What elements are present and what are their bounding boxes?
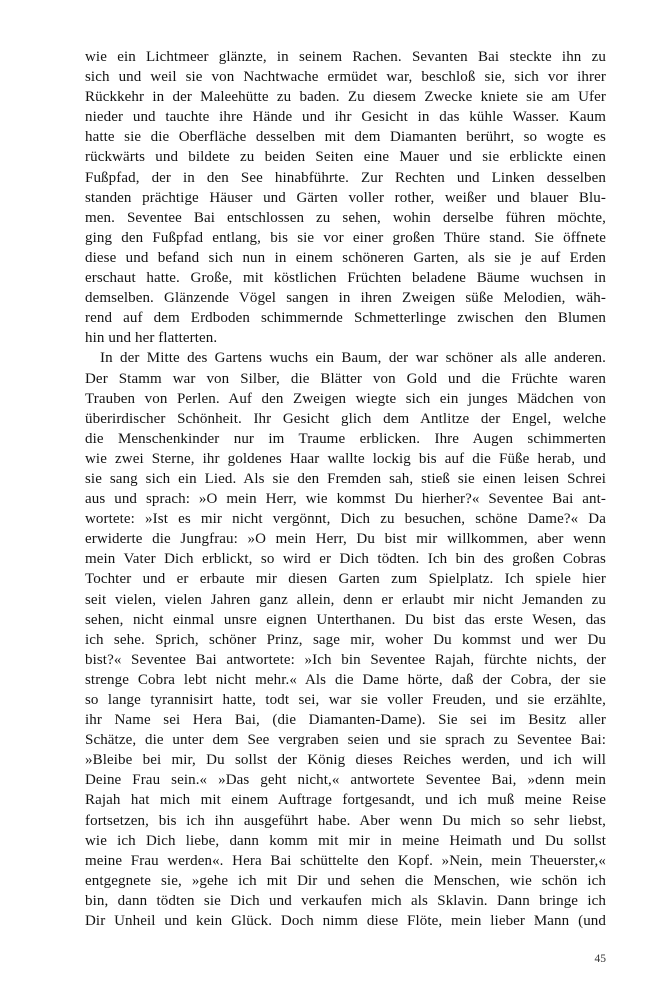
text-line: Der Stamm war von Silber, die Blätter von Gold und die Früchte waren (85, 370, 606, 387)
text-line: sie sang sich ein Lied. Als sie den Fremden sah, stieß sie einen leisen Schrei (85, 470, 606, 487)
text-line: wortete: »Ist es mir nicht vergönnt, Dich zu besuchen, schöne Dame?« Da (85, 511, 606, 528)
text-line: die Menschenkinder nur im Traume erblicken. Ihre Augen schimmerten (85, 430, 606, 447)
text-line: Tochter und er erbaute mir diesen Garten zum Spielplatz. Ich spiele hier (85, 571, 606, 588)
text-line: Deine Frau sein.« »Das geht nicht,« antwortete Seventee Bai, »denn mein (85, 772, 606, 789)
text-line: strenge Cobra lebt nicht mehr.« Als die Dame hörte, daß der Cobra, der sie (85, 671, 606, 688)
text-line: rend auf dem Erdboden schimmernde Schmetterlinge zwischen den Blumen (85, 310, 606, 327)
text-line: nieder und tauchte ihre Hände und ihr Gesicht in das kühle Wasser. Kaum (85, 109, 606, 126)
text-line: Schätze, die unter dem See vergraben seien und sie sprach zu Seventee Bai: (85, 732, 606, 749)
text-line: ihr Name sei Hera Bai, (die Diamanten-Dame). Sie sei im Besitz aller (85, 712, 606, 729)
text-line: entgegnete sie, »gehe ich mit Dir und sehen die Menschen, wie schön ich (85, 872, 606, 889)
text-line: seit vielen, vielen Jahren ganz allein, denn er erlaubt mir nicht Jemanden zu (85, 591, 606, 608)
text-line: wie ein Lichtmeer glänzte, in seinem Rachen. Sevanten Bai steckte ihn zu (85, 49, 606, 65)
text-line: Fußpfad, der in den See hinabführte. Zur Rechten und Linken desselben (85, 169, 606, 186)
text-line: mein Vater Dich erblickt, so wird er Dich tödten. Ich bin des großen Cobras (85, 551, 606, 568)
text-line: überirdischer Schönheit. Ihr Gesicht glich dem Antlitze der Engel, welche (85, 410, 606, 427)
text-line: Dir Unheil und kein Glück. Doch nimm diese Flöte, mein lieber Mann (und (85, 913, 606, 930)
text-line: sich und weil sie von Nachtwache ermüdet war, beschloß sie, sich vor ihrer (85, 69, 606, 86)
text-line: meine Frau werden«. Hera Bai schüttelte den Kopf. »Nein, mein Theuerster,« (85, 852, 606, 869)
text-line: wie ich Dich liebe, dann komm mit mir in meine Heimath und Du sollst (85, 832, 606, 849)
text-line: aus und sprach: »O mein Herr, wie kommst Du hierher?« Seventee Bai ant- (85, 491, 606, 508)
text-line: hatte sie die Oberfläche desselben mit dem Diamanten berührt, so wogte es (85, 129, 606, 146)
text-line: Rückkehr in der Maleehütte zu baden. Zu diesem Zwecke kniete sie am Ufer (85, 89, 606, 106)
text-line: diese und befand sich nun in einem schöneren Garten, als sie je auf Erden (85, 249, 606, 266)
text-line: wie zwei Sterne, ihr goldenes Haar wallte lockig bis auf die Füße herab, und (85, 450, 606, 467)
text-line: demselben. Glänzende Vögel sangen in ihren Zweigen süße Melodien, wäh- (85, 290, 606, 307)
text-line: ich sehe. Sprich, schöner Prinz, sage mir, woher Du kommst und wer Du (85, 631, 606, 648)
text-line: Trauben von Perlen. Auf den Zweigen wiegte sich ein junges Mädchen von (85, 390, 606, 407)
text-line: sehen, nicht einmal unsre eignen Unterthanen. Du bist das erste Wesen, das (85, 611, 606, 628)
text-line: ging den Fußpfad entlang, bis sie vor einer großen Thüre stand. Sie öffnete (85, 229, 606, 246)
text-line: »Bleibe bei mir, Du sollst der König dieses Reiches werden, und ich will (85, 752, 606, 769)
text-line: rückwärts und bildete zu beiden Seiten eine Mauer und sie erblickte einen (85, 149, 606, 166)
text-line: bist?« Seventee Bai antwortete: »Ich bin Seventee Rajah, fürchte nichts, der (85, 651, 606, 668)
text-line: fortsetzen, bis ich ihn ausgeführt habe. Aber wenn Du mich so sehr liebst, (85, 812, 606, 829)
text-line: erschaut hatte. Große, mit köstlichen Früchten beladene Bäume wuchsen in (85, 270, 606, 287)
text-line: In der Mitte des Gartens wuchs ein Baum, der war schöner als alle anderen. (100, 350, 606, 367)
text-line: erwiderte die Jungfrau: »O mein Herr, Du bist mir willkommen, aber wenn (85, 531, 606, 548)
text-line: Rajah hat mich mit einem Auftrage fortgesandt, und ich muß meine Reise (85, 792, 606, 809)
text-line: so lange tyrannisirt hatte, todt sei, war sie voller Freuden, und sie erzählte, (85, 692, 606, 708)
paragraph (85, 348, 606, 931)
text-line: hin und her flatterten. (85, 330, 218, 347)
body-text (85, 47, 606, 931)
text-line: standen prächtige Häuser und Gärten voller rother, weißer und blauer Blu- (85, 189, 606, 206)
text-line: men. Seventee Bai entschlossen zu sehen, wohin derselbe führen möchte, (85, 209, 606, 226)
page-number: 45 (594, 953, 606, 965)
paragraph (85, 47, 606, 348)
text-line: bin, dann tödten sie Dich und verkaufen mich als Sklavin. Dann bringe ich (85, 892, 606, 909)
